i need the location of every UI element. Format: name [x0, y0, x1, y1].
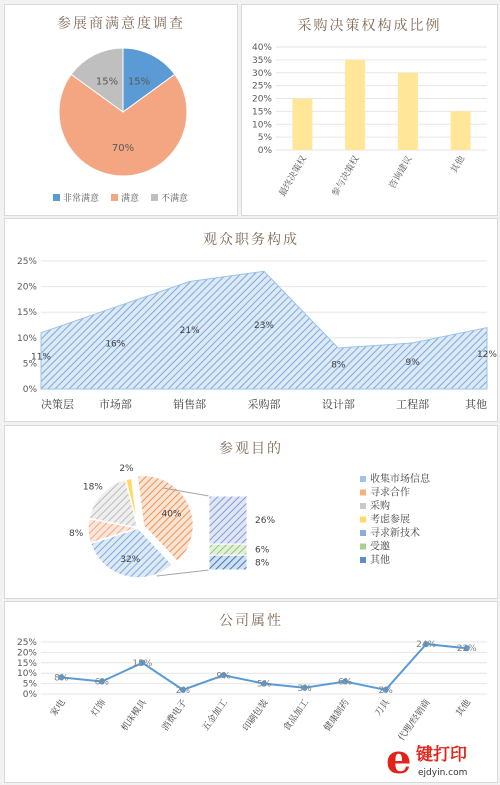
purpose-chart-panel [4, 425, 498, 599]
y-tick-label-1: 5% [22, 679, 37, 690]
x-tick-label-4: 五金加工 [201, 697, 230, 734]
positions-chart-panel [4, 218, 498, 422]
legend-swatch-0 [53, 194, 60, 201]
pie-slice-label-1: 70% [111, 143, 135, 155]
data-label-10: 22% [456, 644, 477, 655]
legend-swatch-1 [111, 194, 118, 201]
data-label-4: 9% [216, 671, 231, 682]
y-tick-label-2: 10% [16, 333, 37, 344]
y-tick-label-4: 20% [16, 282, 37, 293]
x-tick-label-9: 代理/经销商 [396, 697, 433, 744]
decision-bar-chart [242, 5, 497, 215]
y-tick-label-2: 10% [251, 120, 272, 131]
y-tick-label-5: 25% [16, 638, 37, 648]
y-tick-label-0: 0% [22, 385, 37, 395]
pie-label-2: 40% [161, 509, 182, 520]
bar-segment-label-2: 8% [255, 558, 270, 569]
y-tick-label-5: 25% [16, 257, 37, 267]
pie-label-3: 32% [120, 555, 141, 566]
y-tick-label-5: 25% [251, 81, 272, 92]
watermark-url: ejdyin.com [418, 768, 468, 778]
legend-label-1: 满意 [121, 194, 140, 204]
x-tick-label-0: 最终决策权 [277, 154, 309, 199]
legend-label-2: 不满意 [161, 194, 189, 204]
y-tick-label-1: 5% [257, 133, 272, 144]
watermark-glyph: e [386, 737, 412, 781]
y-tick-label-8: 40% [251, 43, 272, 53]
bar-segment-0 [209, 496, 247, 544]
x-tick-label-2: 机床模具 [119, 697, 149, 734]
x-tick-label-2: 销售部 [173, 398, 207, 411]
pie-slice-label-0: 15% [127, 76, 151, 88]
y-tick-label-2: 10% [16, 669, 37, 680]
x-tick-label-3: 消费电子 [160, 697, 190, 734]
legend-swatch-1 [360, 490, 366, 496]
positions-area-chart [5, 219, 497, 421]
legend-label-0: 收集市场信息 [370, 474, 430, 485]
legend-swatch-2 [151, 194, 158, 201]
y-tick-label-4: 20% [251, 94, 272, 105]
y-tick-label-7: 35% [251, 55, 272, 66]
data-label-1: 16% [105, 339, 126, 350]
bar-3 [451, 111, 471, 150]
data-label-9: 24% [416, 640, 437, 651]
legend-label-1: 寻求合作 [370, 487, 410, 499]
data-label-3: 2% [175, 685, 191, 696]
data-label-0: 8% [54, 673, 69, 684]
data-label-2: 21% [179, 326, 200, 337]
y-tick-label-0: 0% [257, 146, 272, 156]
pie-slice-label-2: 15% [95, 76, 119, 88]
y-tick-label-4: 20% [16, 648, 37, 659]
x-tick-label-1: 市场部 [98, 398, 132, 411]
data-label-1: 6% [94, 677, 109, 688]
legend-label-6: 其他 [370, 555, 390, 566]
satisfaction-pie-chart [5, 5, 237, 215]
data-label-5: 9% [405, 358, 420, 369]
legend-swatch-4 [360, 530, 366, 536]
data-label-2: 15% [132, 658, 153, 669]
x-tick-label-8: 刀具 [373, 697, 393, 719]
legend-label-4: 寻求新技术 [370, 528, 420, 539]
legend-label-5: 受邀 [370, 541, 390, 553]
legend-label-0: 非常满意 [63, 194, 100, 204]
data-label-0: 11% [30, 352, 52, 363]
purpose-bar-of-pie-chart [5, 426, 497, 598]
satisfaction-chart-title: 参展商满意度调查 [57, 16, 185, 32]
legend-label-2: 采购 [370, 501, 390, 512]
x-tick-label-6: 其他 [465, 398, 487, 411]
decision-chart-panel [241, 4, 498, 216]
y-tick-label-3: 15% [251, 107, 272, 118]
bar-2 [398, 73, 418, 150]
x-tick-label-1: 参与决策权 [330, 154, 362, 199]
x-tick-label-3: 采购部 [247, 398, 281, 411]
x-tick-label-6: 食品加工 [282, 697, 312, 734]
pie-label-0: 18% [82, 482, 103, 493]
pie-label-4: 8% [68, 528, 84, 539]
x-tick-label-3: 其他 [449, 154, 468, 176]
x-tick-label-1: 灯饰 [89, 697, 109, 719]
legend-swatch-0 [360, 476, 366, 482]
decision-chart-title: 采购决策权构成比例 [297, 18, 442, 34]
x-tick-label-4: 设计部 [321, 398, 355, 411]
legend-swatch-2 [360, 503, 366, 509]
x-tick-label-5: 印刷包装 [241, 697, 271, 734]
data-label-6: 3% [297, 683, 312, 694]
watermark-logo [384, 737, 494, 781]
bar-segment-1 [209, 544, 247, 555]
bar-segment-label-1: 6% [255, 545, 270, 556]
legend-swatch-3 [360, 517, 366, 523]
bar-0 [292, 99, 312, 151]
x-tick-label-7: 健康制药 [322, 697, 352, 734]
x-tick-label-5: 工程部 [396, 398, 430, 411]
x-tick-label-0: 决策层 [41, 398, 74, 411]
data-label-7: 6% [337, 677, 353, 688]
legend-swatch-5 [360, 544, 366, 550]
y-tick-label-0: 0% [22, 690, 37, 700]
legend-swatch-6 [360, 557, 366, 563]
satisfaction-chart-panel [4, 4, 238, 216]
watermark-text: 键打印 [416, 745, 467, 765]
data-label-8: 2% [378, 685, 393, 696]
company-chart-title: 公司属性 [219, 613, 283, 629]
purpose-chart-title: 参观目的 [219, 441, 283, 457]
data-label-5: 5% [256, 679, 272, 690]
legend-label-3: 考虑参展 [370, 514, 410, 526]
data-label-3: 23% [253, 320, 275, 331]
positions-chart-title: 观众职务构成 [203, 232, 299, 248]
y-tick-label-6: 30% [251, 68, 272, 79]
y-tick-label-3: 15% [16, 658, 37, 669]
pie-label-1: 2% [119, 464, 134, 475]
x-tick-label-10: 其他 [454, 697, 474, 719]
x-tick-label-0: 家电 [49, 697, 68, 719]
bar-segment-2 [209, 555, 247, 570]
data-label-6: 12% [476, 350, 497, 361]
y-tick-label-1: 5% [22, 359, 37, 370]
x-tick-label-2: 咨询建议 [387, 154, 415, 191]
bar-1 [345, 60, 365, 150]
data-label-4: 8% [331, 360, 346, 371]
y-tick-label-3: 15% [16, 308, 37, 319]
bar-segment-label-0: 26% [255, 516, 276, 527]
